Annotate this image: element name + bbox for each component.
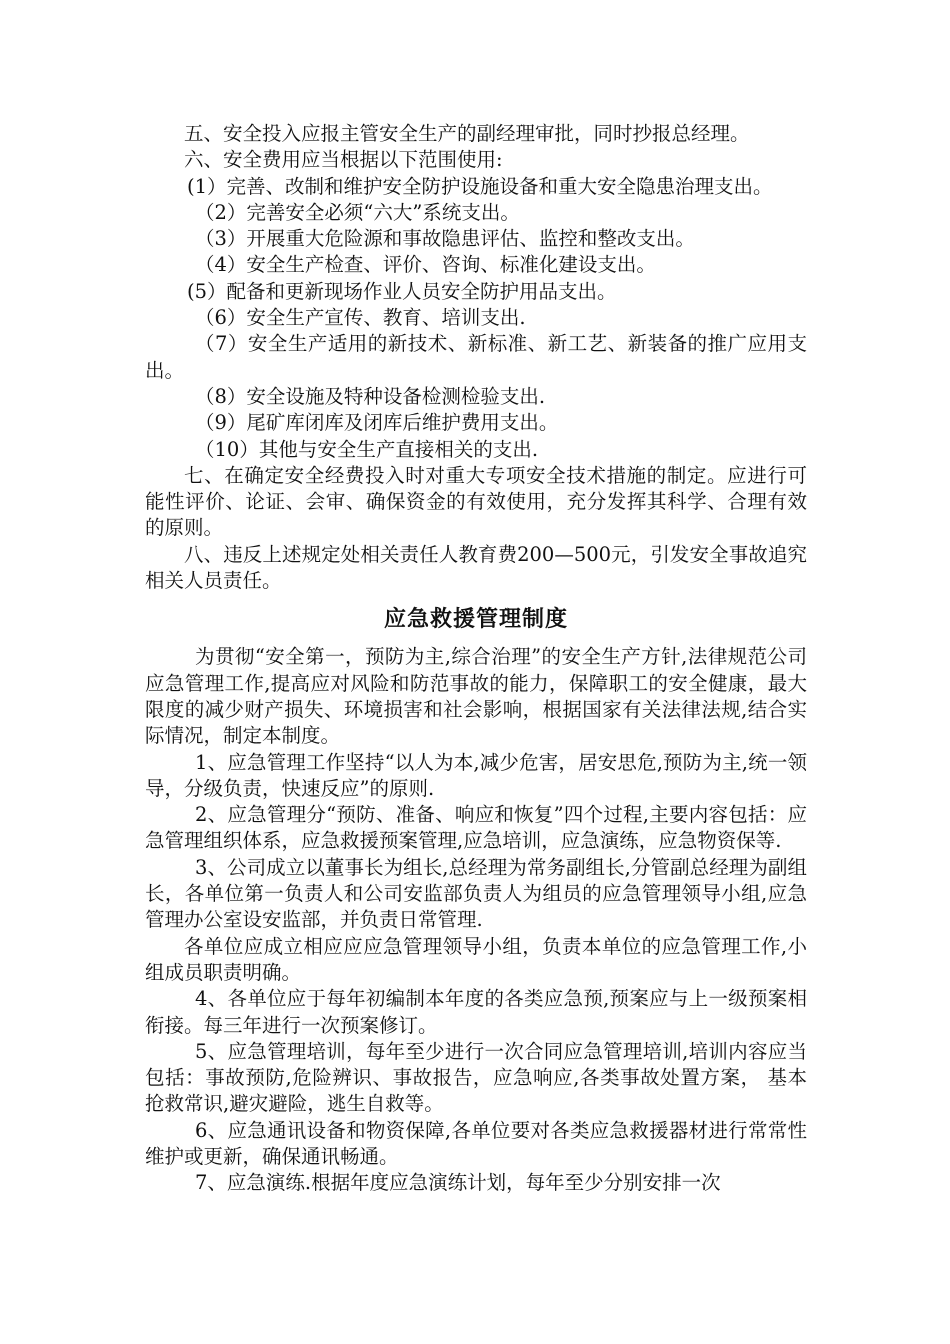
usage-item-7: （7）安全生产适用的新技术、新标准、新工艺、新装备的推广应用支出。 bbox=[145, 332, 807, 382]
usage-item-2: （2）完善安全必须“六大”系统支出。 bbox=[195, 200, 520, 224]
section-title: 应急救援管理制度 bbox=[383, 607, 568, 633]
intro-paragraph: 为贯彻“安全第一，预防为主,综合治理”的安全生产方针,法律规范公司应急管理工作,提高应对风险和防范事故的能力，保障职工的安全健康，最大限度的减少财产损失、环境损害和社会影响，根据国家有关法律法规,结合实际情况，制定本制度。 bbox=[145, 645, 807, 748]
rule-6: 6、应急通讯设备和物资保障,各单位要对各类应急救援器材进行常常性维护或更新，确保通讯畅通。 bbox=[145, 1118, 807, 1168]
usage-item-9: （9）尾矿库闭库及闭库后维护费用支出。 bbox=[195, 411, 559, 435]
rule-7: 7、应急演练.根据年度应急演练计划，每年至少分别安排一次 bbox=[195, 1171, 721, 1195]
usage-item-4: （4）安全生产检查、评价、咨询、标准化建设支出。 bbox=[195, 253, 656, 277]
usage-item-10: （10）其他与安全生产直接相关的支出. bbox=[195, 437, 539, 461]
clause-5: 五、安全投入应报主管安全生产的副经理审批，同时抄报总经理。 bbox=[184, 122, 750, 145]
document-page bbox=[145, 121, 807, 1197]
rule-5: 5、应急管理培训，每年至少进行一次合同应急管理培训,培训内容应当包括：事故预防,危险辨识、事故报告，应急响应,各类事故处置方案， 基本抢救常识,避灾避险，逃生自救等。 bbox=[145, 1039, 807, 1116]
rule-1: 1、应急管理工作坚持“以人为本,减少危害，居安思危,预防为主,统一领导，分级负责，快速反应”的原则. bbox=[145, 750, 807, 800]
clause-7: 七、在确定安全经费投入时对重大专项安全技术措施的制定。应进行可能性评价、论证、会审、确保资金的有效使用，充分发挥其科学、合理有效的原则。 bbox=[145, 463, 807, 540]
clause-8: 八、违反上述规定处相关责任人教育费200—500元，引发安全事故追究相关人员责任。 bbox=[145, 542, 807, 593]
rule-2: 2、应急管理分“预防、准备、响应和恢复”四个过程,主要内容包括：应急管理组织体系，应急救援预案管理,应急培训，应急演练，应急物资保等. bbox=[145, 803, 807, 853]
usage-item-5: (5）配备和更新现场作业人员安全防护用品支出。 bbox=[187, 279, 617, 303]
usage-item-6: （6）安全生产宣传、教育、培训支出. bbox=[195, 306, 526, 330]
rule-3-supplement: 各单位应成立相应应应急管理领导小组，负责本单位的应急管理工作,小组成员职责明确。 bbox=[145, 934, 807, 984]
usage-item-1: (1）完善、改制和维护安全防护设施设备和重大安全隐患治理支出。 bbox=[187, 174, 773, 198]
usage-item-8: （8）安全设施及特种设备检测检验支出. bbox=[195, 384, 546, 408]
usage-item-3: （3）开展重大危险源和事故隐患评估、监控和整改支出。 bbox=[195, 227, 695, 251]
rule-3: 3、公司成立以董事长为组长,总经理为常务副组长,分管副总经理为副组长，各单位第一负责人和公司安监部负责人为组员的应急管理领导小组,应急管理办公室设安监部，并负责日常管理. bbox=[145, 855, 807, 932]
clause-6: 六、安全费用应当根据以下范围使用: bbox=[184, 148, 503, 172]
rule-4: 4、各单位应于每年初编制本年度的各类应急预,预案应与上一级预案相衔接。每三年进行一次预案修订。 bbox=[145, 987, 807, 1037]
